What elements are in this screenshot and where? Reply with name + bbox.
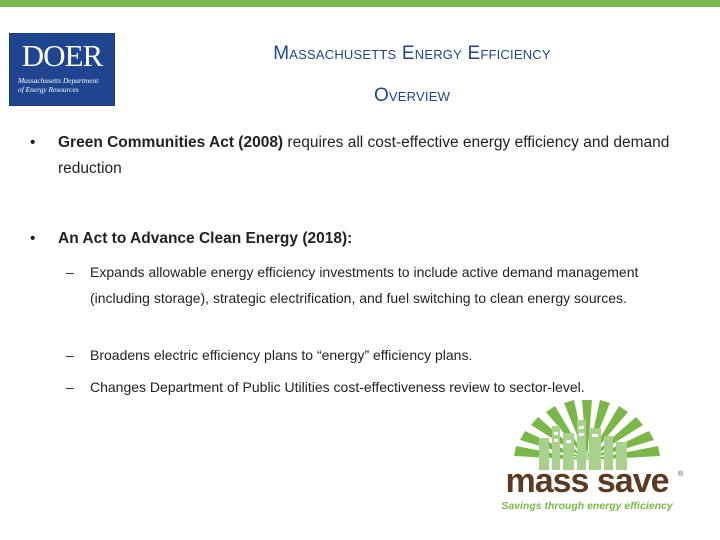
dash-mark: – xyxy=(66,264,74,280)
mass-save-logo xyxy=(484,398,690,518)
mass-save-wordmark: mass save xyxy=(505,462,669,500)
doer-subtitle xyxy=(18,76,110,94)
sub-bullet-text: Changes Department of Public Utilities cost-effectiveness review to sector-level. xyxy=(90,379,585,395)
doer-letters: DOER xyxy=(21,38,103,73)
page-title-line2: Overview xyxy=(373,85,451,106)
bullet-text: requires all cost-effective energy efficiency and demand reduction xyxy=(58,134,670,177)
page-title-line1: Massachusetts Energy Efficiency xyxy=(273,43,551,64)
doer-logo xyxy=(9,33,115,106)
doer-subtitle-line2: of Energy Resources xyxy=(18,85,79,94)
sunburst-rays xyxy=(514,400,660,460)
bullet-mark: • xyxy=(30,134,36,151)
doer-letters-graphic xyxy=(10,36,114,74)
sub-bullet-text: Broadens electric efficiency plans to “energy” efficiency plans. xyxy=(90,347,473,363)
dash-mark: – xyxy=(66,379,74,395)
sub-bullet-text: Expands allowable energy efficiency investments to include active demand management (including storage), strategic electrification, and fuel switching to clean energy sources. xyxy=(90,264,639,306)
bullet-bold-text: Green Communities Act (2008) xyxy=(58,134,284,151)
bullet-mark: • xyxy=(30,230,36,247)
mass-save-tagline: Savings through energy efficiency xyxy=(501,500,673,512)
doer-subtitle-line1: Massachusetts Department xyxy=(18,76,99,85)
page-title xyxy=(150,33,674,117)
top-accent-bar xyxy=(0,0,720,7)
bullet-bold-text: An Act to Advance Clean Energy (2018): xyxy=(58,230,353,247)
mass-save-logo-graphic xyxy=(484,398,690,518)
dash-mark: – xyxy=(66,347,74,363)
registered-mark: ® xyxy=(678,471,684,478)
